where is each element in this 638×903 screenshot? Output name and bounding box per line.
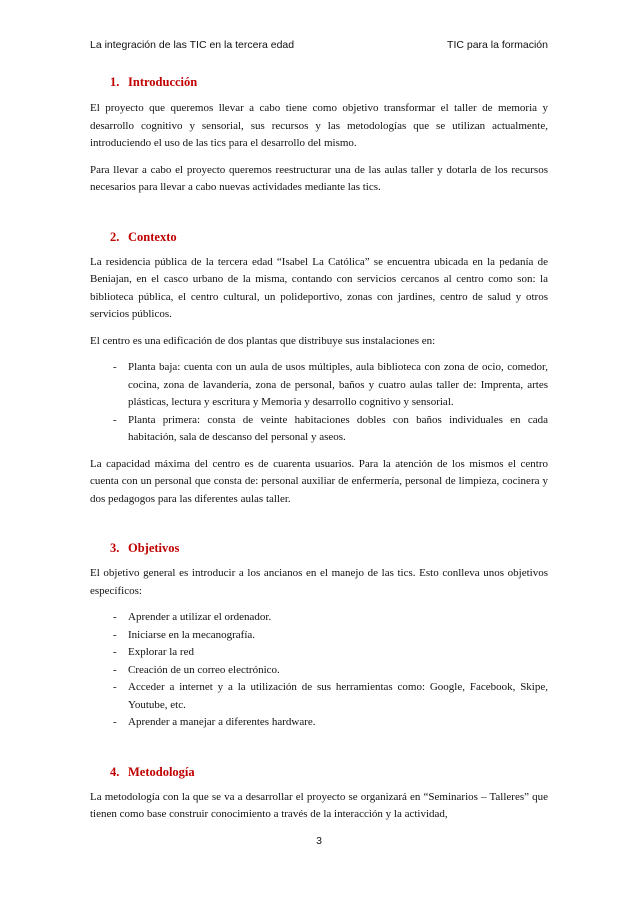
list-item: - Explorar la red [90, 644, 548, 662]
paragraph: El objetivo general es introducir a los ancianos en el manejo de las tics. Esto conlleva unos objetivos específicos: [90, 567, 548, 597]
list-item: - Planta primera: consta de veinte habitaciones dobles con baños individuales en cada habitación, sala de descanso del personal y aseos. [90, 412, 548, 447]
paragraph: El centro es una edificación de dos plantas que distribuye sus instalaciones en: [90, 334, 436, 347]
list-item: - Creación de un correo electrónico. [90, 662, 548, 680]
section-title: Metodología [128, 764, 195, 779]
paragraph: Para llevar a cabo el proyecto queremos reestructurar una de las aulas taller y dotarla de los recursos necesarios para llevar a cabo nuevas actividades mediante las tics. [90, 163, 548, 193]
section-title: Introducción [128, 75, 198, 89]
list-item: - Aprender a manejar a diferentes hardware. [90, 714, 548, 732]
list-item: - Iniciarse en la mecanografía. [90, 627, 548, 645]
list-item: - Planta baja: cuenta con un aula de usos múltiples, aula biblioteca con zona de ocio, comedor, cocina, zona de lavandería, zona de personal, baños y cuatro aulas taller de: Imprenta, artes plásticas, lectura y escritura y Memoria y desarrollo cognitivo y sensorial. [90, 359, 548, 412]
section-title: Contexto [128, 229, 177, 244]
paragraph: El proyecto que queremos llevar a cabo tiene como objetivo transformar el taller de memoria y desarrollo cognitivo y sensorial, sus recursos y las metodologías que se utilizan actualmente, introduciendo el uso de las tics para el desarrollo del mismo. [90, 102, 548, 149]
section-title: Objetivos [128, 541, 180, 555]
section-heading-metodologia [90, 764, 548, 780]
paragraph: La capacidad máxima del centro es de cuarenta usuarios. Para la atención de los mismos el centro cuenta con un personal que consta de: personal auxiliar de enfermería, personal de limpieza, cocinera y dos pedagogos para las diferentes aulas taller. [90, 457, 548, 505]
dash-list [90, 609, 548, 732]
page-header [90, 39, 548, 51]
section-heading-introduccion [90, 74, 548, 90]
paragraph: La residencia pública de la tercera edad “Isabel La Católica” se encuentra ubicada en la pedanía de Beniajan, en el casco urbano de la misma, contando con servicios cercanos al centro como son: la biblioteca pública, el centro cultural, un polideportivo, zonas con jardines, centro de salud y otros servicios públicos. [90, 255, 548, 320]
section-number: 4. [110, 764, 120, 779]
section-number: 3. [110, 541, 120, 555]
section-number: 1. [110, 75, 120, 89]
section-heading-objetivos [90, 540, 548, 556]
page-number: 3 [316, 835, 322, 847]
paragraph: La metodología con la que se va a desarrollar el proyecto se organizará en “Seminarios – Talleres” que tienen como base construir conocimiento a través de la interacción y la actividad, [90, 790, 548, 820]
list-item: - Acceder a internet y a la utilización de sus herramientas como: Google, Facebook, Skipe, Youtube, etc. [90, 679, 548, 714]
section-heading-contexto [90, 229, 548, 245]
header-right-title: TIC para la formación [447, 39, 548, 51]
dash-list [90, 359, 548, 447]
list-item: - Aprender a utilizar el ordenador. [90, 609, 548, 627]
page-content [90, 74, 548, 824]
section-number: 2. [110, 229, 120, 244]
header-left-title: La integración de las TIC en la tercera edad [90, 39, 295, 51]
